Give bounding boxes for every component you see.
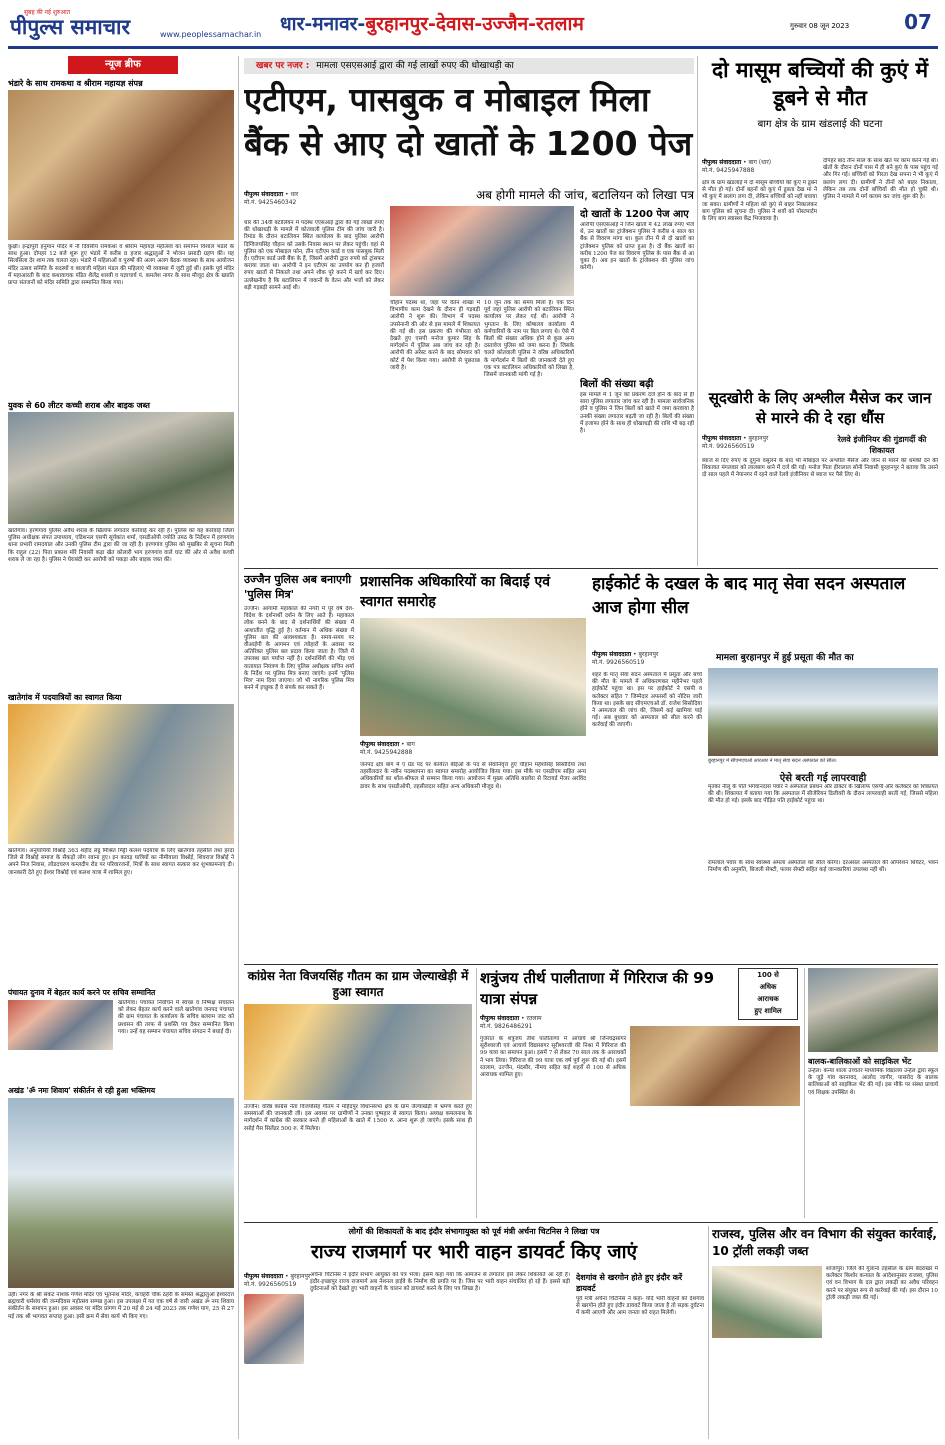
farewell-byline: पीपुल्स संवाददाता • बाग मो.नं. 9425942888	[360, 740, 586, 756]
brief-photo	[8, 90, 234, 240]
farewell-headline: प्रशासनिक अधिकारियों का बिदाई एवं स्वागत समारोह	[360, 574, 551, 610]
highway-sidebody: पूर्व मंत्री अर्चना चिटनिस ने कहा- यदि भारी वाहनों को देशगांव से खरगोन होते हुए इंदौर डायवर्ट किया जाता है तो सड़क दुर्घटना में कमी आएगी और आम जनता को राहत मिलेगी।	[576, 1296, 704, 1317]
highway-sidehead: देशगांव से खरगोन होते हुए इंदौर करें डायवर्ट	[576, 1273, 683, 1293]
lead-story	[244, 56, 694, 566]
lead-sidebar	[580, 206, 694, 556]
hospital-byline-name: पीपुल्स संवाददाता	[592, 651, 632, 658]
page-number: 07	[904, 10, 932, 34]
brief-body: खातेगांव। अनुयायियों विश्नोई 363 शहीद लट्ठ मिश्रित मिट्टी कलश पदयात्रा के लिए खातेगांव तहसील तथा हरदा जिले से विश्नोई समाज के सैकड़ों लोग रवाना हुए। इन कावड़ यात्रियों का नीमीवाला विश्नोई, शिवराज विश्नोई ने अपने निज निवास, लोडदचरण कम्लदीप रोड पर परिवारजनों, मित्रों के साथ स्वागत सत्कार कर शुभकामनाएं दी। जानकारी देते हुए ईश्वर विश्नोई एवं कलश यात्रा में शामिल हुए।	[8, 848, 234, 876]
police-mitra-headline: उज्जैन पुलिस अब बनाएगी 'पुलिस मित्र'	[244, 573, 352, 601]
farewell-byline-place: बाग	[406, 741, 415, 748]
lead-byline-phone: मो.नं. 9425460342	[244, 199, 297, 206]
brief-item	[8, 400, 234, 690]
news-brief-column	[8, 56, 234, 1439]
congress-body: उज्जैन। वरिष्ठ कांग्रेस नेता विजयसिंह गौतम ने महिदपुर विधानसभा क्षेत्र के ग्राम जेल्याखेड़ी में भ्रमण करते हुए समस्याओं की जानकारी ली। इस अवसर पर ग्रामीणों ने उनका पुष्पहार से स्वागत किया। अध्यक्ष कमलनाथ के मार्गदर्शन में कांग्रेस की सरकार बनते ही महिलाओं के खाते में 1500 रु. आना शुरू हो जाएंगे। इसके साथ ही रसोई गैस सिलेंडर 500 रु. में मिलेगा।	[244, 1104, 472, 1132]
drowning-subhead: बाग क्षेत्र के ग्राम खंडलाई की घटना	[757, 119, 883, 130]
hospital-photo	[708, 668, 938, 756]
school-body: उन्हेल। कन्या शाला उच्चतर माध्यमिक विद्यालय उन्हेल द्वारा स्कूल के जुड़े गांव करनावद, आलोद जागीर, पासरोद के बालक बालिकाओं को साइकिल भेंट की गई। इस मौके पर संस्था प्राचार्य एवं शिक्षक उपस्थित थे।	[808, 1068, 938, 1096]
drowning-byline: पीपुल्स संवाददाता • बाग (धार) मो.नं. 9425947888	[702, 158, 817, 174]
tirth-row-block	[480, 968, 800, 1218]
highway-sidebar	[576, 1272, 704, 1437]
masthead-rule	[8, 46, 938, 49]
site-url[interactable]: www.peoplessamachar.in	[160, 30, 262, 39]
brief-body: खातेगांव। पंचायत निर्वाचन में स्वच्छ व निष्पक्ष संचालन को लेकर बेहतर कार्य करने वाले खातेगांव जनपद पंचायत की ग्राम पंचायत के कार्यालय के सचिव बलराम जाट को प्रशासन की तरफ से प्रशस्ति पत्र देकर सम्मानित किया गया। उन्हें यह सम्मान पंचायत सचिव संगठन ने बधाई दी।	[118, 1000, 234, 1035]
hospital-subhead: मामला बुरहानपुर में हुई प्रसूता की मौत का	[716, 653, 854, 663]
column-divider	[697, 56, 698, 566]
congress-story	[244, 884, 470, 900]
highway-body: अर्चना चिटनिस ने इंदौर संभाग आयुक्त को पत्र भेजा। इसमें कहा गया कि आमजन से लगातार इसे लेकर शिकायतें आ रही हैं। इंदौर-इच्छापुर राज्य राजमार्ग अब नेशनल हाईवे के निर्माण की प्रगति पर है। जिस पर भारी वाहन संचालित हो रहे हैं। इससे बड़ी दुर्घटनाओं को देखते हुए भारी वाहनों के चालन को डायवर्ट करने के लिए पत्र लिखा है।	[310, 1272, 570, 1293]
farewell-story	[360, 572, 586, 960]
brief-headline: खातेगांव में पदयात्रियों का स्वागत किया	[8, 693, 122, 702]
lead-sidebar-body: आरोपी एसएसआई ने जिन खातों में 42 लाख रुपए भेजे थे, उन खातों का ट्रांजेक्शन पुलिस ने करीब 4 साल का बैंक से विवरण मांगा था। कुल तीन में से दो खातों का ट्रांजेक्शन पुलिस को प्राप्त हुआ है। दो बैंक खातों का करीब 1200 पेज का विवरण पुलिस के पास बैंक से आ चुका है। अब इन खातों के ट्रांजेक्शन की पुलिस जांच करेगी।	[580, 222, 694, 272]
drowning-byline-phone: मो.नं. 9425947888	[702, 167, 755, 174]
brief-body: उहौ। नगर के श्री संकट नाशक गणेश मंदिर एवं भूतनाथ मंदिर, कचहरी चौक ठहरी के समस्त श्रद्धालुओं ईश्वरदत्त ब्रह्मचारी धर्मसंघ की जन्मदिवस महोत्सव सम्पन्न हुआ। इस उपलक्ष्य में गत एक वर्ष से जारी अखंड ॐ नमः शिवाय संकीर्तन के समापन हुआ। इस अवसर पर मंदिर प्रांगण में 20 मई से 24 मई 2023 तक गणेश याग, 25 से 27 मई तक श्री भागवत सप्ताह हुआ। इसी क्रम में सेवा कार्य भी किए गए।	[8, 1292, 234, 1320]
tirth-badge	[738, 968, 798, 1020]
lead-byline-place: धार	[290, 191, 299, 198]
section-rule	[244, 568, 938, 569]
column-divider	[804, 968, 805, 1218]
wood-story	[712, 1226, 938, 1439]
brief-item	[8, 692, 234, 982]
hospital-body2: रामलाल पवार के साथ स्वास्थ्य अमला अस्पताल को सील करेगा। दरअसल अस्पताल की ऑपरेशन थियेटर, भवन निर्माण की अनुमति, बिजली सेफ्टी, फायर सेफ्टी सहित कई जानकारियां उपलब्ध नहीं थीं।	[708, 860, 938, 874]
congress-row-block	[244, 968, 472, 1218]
lead-kicker-label: खबर पर नजर :	[256, 61, 310, 71]
usury-byline-phone: मो.नं. 9926560519	[702, 443, 755, 450]
lead-headline: एटीएम, पासबुक व मोबाइल मिला बैंक से आए दो खातों के 1200 पेज	[244, 80, 693, 163]
section-rule	[244, 964, 938, 965]
usury-story	[702, 388, 938, 566]
hospital-headline: हाईकोर्ट के दखल के बाद मातृ सेवा सदन अस्पताल आज होगा सील	[592, 574, 906, 618]
tirth-byline-phone: मो.नं. 9826486291	[480, 1023, 533, 1030]
congress-headline: कांग्रेस नेता विजयसिंह गौतम का ग्राम जेल्याखेड़ी में हुआ स्वागत	[247, 969, 469, 999]
brand-name: पीपुल्स समाचार	[10, 15, 131, 39]
highway-byline: पीपुल्स संवाददाता • बुरहानपुर मो.नं. 9926560519	[244, 1272, 374, 1288]
section-title-part1: धार-मनावर-	[280, 13, 366, 35]
column-divider	[708, 1226, 709, 1439]
lead-body-left: धार की 34वीं बटालियन में पदस्थ एएसआई द्वारा की गई लाखों रुपए की धोखाधड़ी के मामले में कोतवाली पुलिस टीम की जांच जारी है। रिमांड के दौरान बटालियन स्थित कार्यालय के बाद पुलिस आरोपी दिग्विजयसिंह चौहान को उसके निवास स्थान पर लेकर पहुंची। वहां से पुलिस को एक मोबाइल फोन, तीन एटीएम कार्ड व एक पासबुक मिली है। एटीएम कार्ड उसी बैंक के हैं, जिसमें आरोपी द्वारा रुपये को ट्रांसफर कराया जाता था। आरोपी ने इन एटीएम का उपयोग कर ही हजारों रुपए खातों से निकाले तथा अपने शौक पूरे करने में खर्च कर दिए। उल्लेखनीय है कि बटालियन में जवानों के वेतन और भत्तों को लेकर बड़ी गड़बड़ी सामने आई थी।	[244, 220, 384, 291]
brief-item	[8, 1086, 234, 1439]
brief-photo	[8, 1000, 113, 1050]
lead-sidebar-headline: दो खातों के 1200 पेज आए	[580, 209, 689, 220]
lead-bills-headline: बिलों की संख्या बढ़ी	[580, 379, 654, 390]
brief-photo	[8, 704, 234, 844]
tirth-badge-line3: आराधक	[757, 995, 779, 1003]
usury-byline-place: बुरहानपुर	[748, 435, 769, 442]
wood-photo	[712, 1266, 822, 1338]
section-rule	[244, 1222, 938, 1223]
tirth-headline: शत्रुंजय तीर्थ पालीताणा में गिरिराज की 99 यात्रा संपन्न	[480, 969, 715, 1008]
brief-headline: युवक से 60 लीटर कच्ची शराब और बाइक जब्त	[8, 401, 150, 410]
usury-headline: सूदखोरी के लिए अश्लील मैसेज कर जान से मारने की दे रहा धौंस	[708, 389, 932, 427]
lead-body-mid: चौहान पदस्थ था, जहां पर वेतन शाखा में विभागीय काम देखने के दौरान ही गड़बड़ी आरोपी ने शुरू की। विभाग में पदस्थ उपसेनानी की ओर से इस मामले में शिकायत की गई थी। इस प्रकरण की गंभीरता को देखते हुए एसपी मनोज कुमार सिंह के मार्गदर्शन में पुलिस अब जांच कर रही है। आरोपी की अरेस्ट करने के बाद सोमवार को कोर्ट में पेश किया गया। आरोपी से पूछताछ जारी है।	[390, 300, 480, 371]
hospital-body: शहर के मातृ सेवा सदन अस्पताल में प्रसूता और बच्चे की मौत के मामले में अधिकरणकर महीनेभर पहले हाईकोर्ट पहुंचा था। इस पर हाईकोर्ट ने एसपी व कलेक्टर सहित 7 जिम्मेदार अफसरों को नोटिस जारी किया था। इसके बाद सीएमएचओ डॉ. राजेश सिसोदिया ने अस्पताल की जांच की, जिसमें कई खामियां पाई गईं। अब बुधवार को अस्पताल को सील करने की कार्रवाई की जाएगी।	[592, 672, 702, 729]
school-row-block	[808, 968, 938, 1218]
brand-tagline: सुबह की नई शुरुआत	[24, 9, 71, 16]
hospital-sidehead: ऐसे बरती गई लापरवाही	[779, 773, 867, 784]
hospital-byline: पीपुल्स संवाददाता • बुरहानपुर मो.नं. 9926560519	[592, 650, 712, 666]
usury-byline-name: पीपुल्स संवाददाता	[702, 435, 742, 442]
brief-headline: अखंड 'ॐ नमः शिवाय' संकीर्तन से रही हुआ भक्तिमय	[8, 1086, 156, 1095]
drowning-headline: दो मासूम बच्चियों की कुएं में डूबने से मौत	[711, 58, 929, 110]
brief-item	[8, 988, 234, 1084]
masthead	[0, 0, 945, 52]
police-mitra-body: उज्जैन। आगामी महाकाल की नगरी में पूरे वर्ष देश-विदेश के दर्शनार्थी दर्शन के लिए आते हैं। महाकाल लोक बनने के बाद से दर्शनार्थियों की संख्या में आशातीत वृद्धि हुई है। वर्तमान में अधिक संख्या में पुलिस बल की आवश्यकता है। समय-समय पर वीआईपी के आगमन एवं त्योहारों के अवसर पर अतिरिक्त पुलिस बल प्रदाय किया जाता है। जिले में उपलब्ध बल पर्याप्त नहीं है। दर्शनार्थियों की भीड़ एवं यातायात नियंत्रण के लिए पुलिस अधीक्षक सचिन शर्मा के निर्देश पर पुलिस मित्र बनाए जाएंगे। इनमें 'पुलिस मित्र' नाम दिया जाएगा। जो भी नागरिक पुलिस मित्र बनने में इच्छुक हैं वे संपर्क कर सकते हैं।	[244, 606, 354, 692]
brief-photo	[8, 412, 234, 524]
hospital-byline-place: बुरहानपुर	[638, 651, 659, 658]
farewell-body: जनपद क्षेत्र बाग में ए ग्रेड पद पर कार्यरत बीईओ के पद से सेवानिवृत्त हुए चौहान महेशसिंह सिसोदिया तथा तहसीलदार के नवीन पदस्थापना का स्वागत समारोह आयोजित किया गया। इस मौके पर एसडीएम सहित अन्य अधिकारियों का शॉल-श्रीफल से सम्मान किया गया। आयोजन में मुख्य अतिथि बालोरा से रिटायर्ड मेजर अरविंद डावर के साथ एसडीओपी, तहसीलदार सहित अन्य अधिकारी मौजूद थे।	[360, 762, 586, 790]
tirth-byline-name: पीपुल्स संवाददाता	[480, 1015, 520, 1022]
lead-byline: पीपुल्स संवाददाता • धार मो.नं. 9425460342	[244, 190, 394, 206]
tirth-photo	[630, 1026, 800, 1106]
wood-headline: राजस्व, पुलिस और वन विभाग की संयुक्त कार्रवाई, 10 ट्रॉली लकड़ी जब्त	[712, 1227, 937, 1258]
lead-body-right: 10 जून तक का समय मिला है। एक दिन पूर्व जहां पुलिस आरोपी को बटालियन स्थित कार्यालय पर लेकर गई थी। आरोपी ने भुगतान के लिए कोषालय कार्यालय में कर्मचारियों के नाम पर बिल लगाए थे। ऐसे में बिलों की संख्या अधिक होने से कुछ अन्य दस्तावेज पुलिस को जमा करना है। जिसके चलते कोतवाली पुलिस ने वरिष्ठ अधिकारियों के मार्गदर्शन में बिलों की जानकारी देते हुए एक पत्र बटालियन अधिकारियों को लिखा है, जिसमें जानकारी मांगी गई है।	[484, 300, 574, 379]
tirth-byline: पीपुल्स संवाददाता • रतलाम मो.नं. 9826486291	[480, 1014, 630, 1030]
highway-story	[244, 1226, 704, 1439]
highway-byline-name: पीपुल्स संवाददाता	[244, 1273, 284, 1280]
tirth-body: गुजरात के शत्रुंजय तीर्थ पालीताणा में आचार्य श्री जिनचंद्रसागर सूरीश्वरजी एवं आचार्य विद्यासागर सूरीश्वरजी की निश्रा में गिरिराज की 99 यात्रा का समापन हुआ। इसमें 7 से लेकर 70 साल तक के आराधकों ने भाग लिया। गिरिराज की 99 यात्रा एक वर्ष पूर्व शुरू की गई थी। इसमें रतलाम, उज्जैन, मंदसौर, नीमच सहित कई शहरों से 100 से अधिक आराधक शामिल हुए।	[480, 1036, 626, 1079]
drowning-byline-name: पीपुल्स संवाददाता	[702, 159, 742, 166]
lead-byline-name: पीपुल्स संवाददाता	[244, 191, 284, 198]
tirth-badge-line4: हुए शामिल	[754, 1007, 782, 1015]
drowning-byline-place: बाग (धार)	[748, 159, 772, 166]
highway-byline-place: बुरहानपुर	[290, 1273, 311, 1280]
lead-subhead: अब होगी मामले की जांच, बटालियन को लिखा पत्र	[475, 188, 694, 202]
news-brief-label: न्यूज ब्रीफ	[68, 56, 178, 74]
highway-byline-phone: मो.नं. 9926560519	[244, 1281, 297, 1288]
column-divider	[476, 968, 477, 1218]
brief-headline: भंडारे के साथ रामकथा व श्रीराम महायज्ञ संपन्न	[8, 79, 143, 88]
lead-kicker-bar	[244, 58, 694, 74]
lead-kicker-text: मामला एसएसआई द्वारा की गई लाखों रुपए की धोखाधड़ी का	[316, 61, 514, 71]
issue-date: गुरुवार 08 जून 2023	[790, 22, 850, 30]
brief-headline: पंचायत दुनाव में बेहतर कार्य करने पर सचिव सम्मानित	[8, 988, 156, 997]
usury-byline: पीपुल्स संवाददाता • बुरहानपुर मो.नं. 9926560519	[702, 434, 822, 450]
brief-body: कुक्षी। इन्द्रापुरी हनुमान मंदिर में नौ दिवसीय रामकथा व श्रीराम महायज्ञ महोत्सव का समापन विशाल भंडारे के साथ हुआ। दोपहर 12 बजे शुरू हुए भंडारे में करीब 8 हजार श्रद्धालुओं ने भोजन प्रसादी ग्रहण की। यह सिलसिला देर शाम तक चलता रहा। भंडारे में महिलाओं व पुरुषों की अलग अलग बैठक व्यवस्था के साथ आयोजन मंदिर उत्सव समिति के सदस्यों व बालाजी महिला मंडल की महिलाएं भी व्यवस्था में जुटी हुई थीं। इसके पूर्व मंदिर में महाआरती के बाद कथावाचक पंडित शैलेंद्र शास्त्री व यज्ञाचार्य पं. कमलेश नागर के साथ मौजूद क्षेत्र के ख्याति प्राप्त संतजनों को मंदिर समिति द्वारा सम्मानित किया गया।	[8, 244, 234, 287]
hospital-photo-caption: बुरहानपुर में सीएमएचओ आरआर ने मातृ सेवा सदन अस्पताल को सील।	[708, 758, 837, 764]
brief-photo	[8, 1098, 234, 1288]
lead-bills-body: इस मामले में 1 जून को प्रकरण दर्ज होने के बाद से ही सारा पुलिस लगातार जांच कर रही है। मामला सार्वजनिक होने व पुलिस ने जिन बिलों को खाते में जमा करवाया है उनकी संख्या लगातार बढ़ती जा रही है। बिलों की संख्या में इजाफा होने के साथ ही धोखाधड़ी की राशि भी बढ़ रही है।	[580, 392, 694, 435]
hospital-story	[592, 572, 938, 962]
column-divider	[238, 56, 239, 1439]
highway-headline: राज्य राजमार्ग पर भारी वाहन डायवर्ट किए जाएं	[310, 1241, 638, 1263]
police-mitra-story	[244, 572, 354, 962]
usury-body: ब्याज से दिए रुपए के दुगुना वसूलने के बाद भी मोबाइल पर अश्लील मैसेज और जान से मारने की धमकी देने की शिकायत मंगलवार को लालबाग थाने में दर्ज की गई। मनोज पिता हीरालाल सोनी निवासी बुरहानपुर ने बताया कि उसने दो साल पहले में नेपानगर में रहने वाले रेलवे इंजीनियर से ब्याज पर पैसे लिए थे।	[702, 458, 938, 479]
highway-photo	[244, 1294, 304, 1364]
tirth-badge-line2: अधिक	[759, 983, 777, 991]
drowning-body-right: दोपहर बाद तीन साल के साथ खेत पर काम करने गई थी। खेतों के दौरान दोनों पास में ही बने कुएं के पास पहुंच गई और गिर गई। बच्चियों को गिरता देख सपना ने भी कुएं में छलांग लगा दी। ग्रामीणों ने तीनों को बाहर निकाला, लेकिन तब तक दोनों बच्चियों की मौत हो चुकी थी। पुलिस ने मामले में मर्ग कायम कर जांच शुरू की है।	[823, 158, 938, 201]
section-title	[280, 10, 760, 42]
farewell-byline-name: पीपुल्स संवाददाता	[360, 741, 400, 748]
wood-body: शाजापुर। जिले की गुलाना तहसील के ग्राम बेदराखर में कलेक्टर किशोर कन्याल के आदेशानुसार राजस्व, पुलिस एवं वन विभाग के दल द्वारा लकड़ी का अवैध परिवहन करने पर संयुक्त रूप से कार्रवाई की गई। इस दौरान 10 ट्रॉली लकड़ी जब्त की गई।	[826, 1266, 938, 1301]
lead-photo	[390, 206, 574, 296]
section-title-part2: बुरहानपुर-देवास-उज्जैन-रतलाम	[365, 13, 584, 35]
brief-body: खातेगांव। हरणगांव पुलिस अवैध शराब के खिलाफ लगातार कार्रवाई कर रही है। पुलिस को यह कार्रवाई जिला पुलिस अधीक्षक संपत उपाध्याय, एडिशनल एसपी सूर्यकांत शर्मा, एसडीओपी ज्योति उमठ के निर्देशन में हरणगांव थाना प्रभारी रामदयाल और उनकी पुलिस टीम द्वारा की जा रही है। हरणगांव पुलिस को मुखबिर से सूचना मिली कि राहुल (22) पिता प्रकाश मोरे निवासी कड़ा खेत कोलारी भाग हरणगांव वाले घाट की ओर से अवैध कच्ची शराब ले जा रहा है। पुलिस ने घेराबंदी कर आरोपी को पकड़ा और बाइक जब्त की।	[8, 528, 234, 563]
brief-item	[8, 78, 234, 396]
hospital-sidebody: मृतका नीलू के पति भगवानदास पवार ने अस्पताल प्रबंधन और डॉक्टर के खिलाफ एसपी और कलेक्टर को शिकायत की थी। शिकायत में बताया गया कि अस्पताल में सीजेरियन डिलीवरी के दौरान लापरवाही बरती गई, जिससे महिला की मौत हो गई। इसके बाद पीड़ित पति हाईकोर्ट पहुंचा था।	[708, 784, 938, 805]
hospital-byline-phone: मो.नं. 9926560519	[592, 659, 645, 666]
tirth-badge-line1: 100 से	[757, 971, 779, 979]
congress-photo	[244, 1004, 472, 1100]
drowning-story	[702, 56, 938, 382]
school-headline: बालक-बालिकाओं को साइकिल भेंट	[808, 1057, 912, 1066]
usury-sidehead: रेलवे इंजीनियर की गुंडागर्दी की शिकायत	[837, 435, 927, 455]
school-photo	[808, 968, 938, 1052]
farewell-byline-phone: मो.नं. 9425942888	[360, 749, 413, 756]
tirth-byline-place: रतलाम	[526, 1015, 542, 1022]
farewell-photo	[360, 618, 586, 736]
highway-overline: लोगों की शिकायतों के बाद इंदौर संभागायुक्त को पूर्व मंत्री अर्चना चिटनिस ने लिखा पत्र	[348, 1227, 600, 1236]
drowning-body-left: क्षेत्र के ग्राम खंडलाई में दो मासूम बच्चियों की कुएं में डूबने से मौत हो गई। दोनों बहनों को कुएं में डूबता देख मां ने भी कुएं में छलांग लगा दी, लेकिन बच्चियों को नहीं बचाया जा सका। ग्रामीणों ने महिला को कुएं से बाहर निकालकर बाग पुलिस को सूचना दी। पुलिस ने शवों को पोस्टमार्टम के लिए बाग स्वास्थ्य केंद्र भिजवाया है।	[702, 180, 817, 223]
